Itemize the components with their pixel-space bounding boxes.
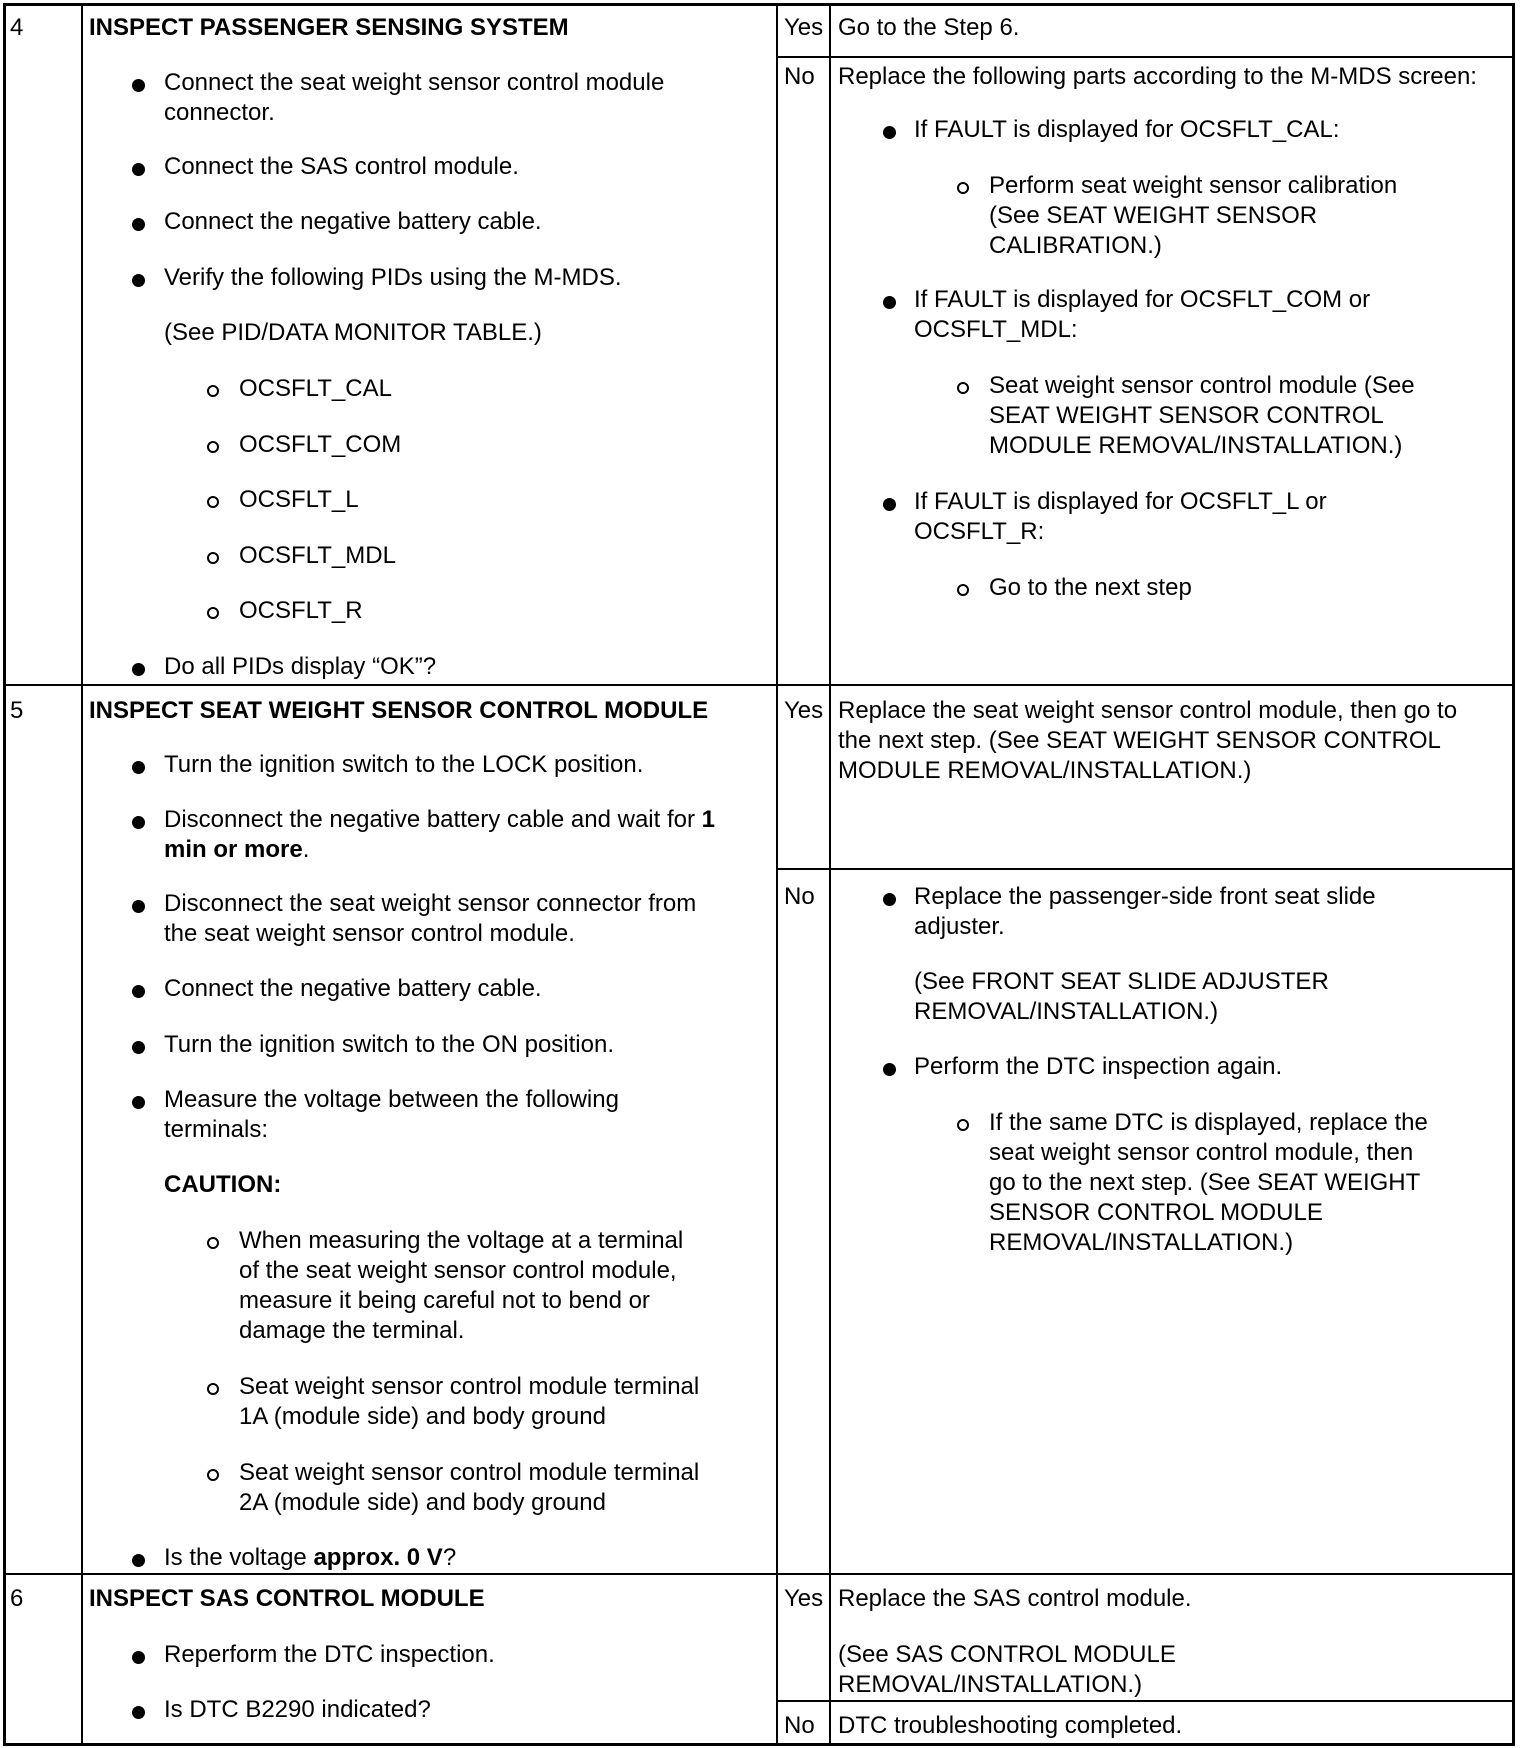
sub-bullet-icon <box>207 552 219 564</box>
caution-text: measure it being careful not to bend or <box>239 1287 650 1314</box>
step-title: INSPECT PASSENGER SENSING SYSTEM <box>89 14 569 41</box>
step-number: 4 <box>10 14 24 41</box>
column-divider-answer <box>829 3 831 1746</box>
bullet-icon <box>883 893 896 906</box>
instruction-text: Connect the negative battery cable. <box>164 208 542 235</box>
yes-action: MODULE REMOVAL/INSTALLATION.) <box>838 757 1252 784</box>
yes-action: (See SAS CONTROL MODULE <box>838 1641 1176 1668</box>
table-border-right <box>1512 3 1515 1746</box>
divider-step4-yes-no <box>776 56 1515 58</box>
instruction-text: Turn the ignition switch to the ON position. <box>164 1031 614 1058</box>
no-action: (See FRONT SEAT SLIDE ADJUSTER <box>914 968 1329 995</box>
fault-action: Seat weight sensor control module (See <box>989 372 1415 399</box>
bullet-icon <box>883 296 896 309</box>
pid-item: OCSFLT_MDL <box>239 542 396 569</box>
terminal-text: Seat weight sensor control module terminal <box>239 1459 700 1486</box>
fault-condition: OCSFLT_R: <box>914 518 1045 545</box>
sub-bullet-icon <box>207 607 219 619</box>
no-action: Perform the DTC inspection again. <box>914 1053 1283 1080</box>
bullet-icon <box>132 1096 145 1109</box>
question-part: Is the voltage <box>164 1544 307 1571</box>
instruction-part: . <box>302 836 310 863</box>
no-action: DTC troubleshooting completed. <box>838 1712 1183 1739</box>
instruction-text: Disconnect the seat weight sensor connector from <box>164 890 697 917</box>
fault-action: Perform seat weight sensor calibration <box>989 172 1398 199</box>
divider-step5-yes-no <box>776 868 1515 870</box>
no-action: go to the next step. (See SEAT WEIGHT <box>989 1169 1421 1196</box>
sub-bullet-icon <box>207 441 219 453</box>
sub-bullet-icon <box>957 584 969 596</box>
no-intro: Replace the following parts according to the M-MDS screen: <box>838 63 1477 90</box>
caution-text: damage the terminal. <box>239 1317 465 1344</box>
instruction-text: terminals: <box>164 1116 269 1143</box>
reference-note: (See PID/DATA MONITOR TABLE.) <box>164 319 542 346</box>
yes-action: the next step. (See SEAT WEIGHT SENSOR CONTROL <box>838 727 1441 754</box>
yes-action: Replace the seat weight sensor control module, then go to <box>838 697 1458 724</box>
bullet-icon <box>132 985 145 998</box>
sub-bullet-icon <box>957 1119 969 1131</box>
terminal-text: 1A (module side) and body ground <box>239 1403 606 1430</box>
bullet-icon <box>132 1706 145 1719</box>
question-emphasis: approx. 0 V <box>313 1544 443 1571</box>
instruction-text: Measure the voltage between the following <box>164 1086 619 1113</box>
fault-condition: If FAULT is displayed for OCSFLT_L or <box>914 488 1327 515</box>
yes-action: Go to the Step 6. <box>838 14 1020 41</box>
yes-action: REMOVAL/INSTALLATION.) <box>838 1671 1143 1698</box>
instruction-emphasis: 1 <box>701 806 716 833</box>
terminal-text: Seat weight sensor control module terminal <box>239 1373 700 1400</box>
fault-action: MODULE REMOVAL/INSTALLATION.) <box>989 432 1403 459</box>
instruction-text: the seat weight sensor control module. <box>164 920 575 947</box>
instruction-text: Connect the seat weight sensor control module <box>164 69 665 96</box>
table-border-top <box>3 3 1515 6</box>
bullet-icon <box>132 163 145 176</box>
yes-action: Replace the SAS control module. <box>838 1585 1192 1612</box>
instruction-text: Turn the ignition switch to the LOCK position. <box>164 751 644 778</box>
caution-label: CAUTION: <box>164 1171 282 1198</box>
fault-condition: If FAULT is displayed for OCSFLT_COM or <box>914 286 1371 313</box>
instruction-part: Disconnect the negative battery cable and wait for <box>164 806 695 833</box>
fault-condition: If FAULT is displayed for OCSFLT_CAL: <box>914 116 1340 143</box>
no-action: seat weight sensor control module, then <box>989 1139 1414 1166</box>
step-title: INSPECT SEAT WEIGHT SENSOR CONTROL MODULE <box>89 697 709 724</box>
bullet-icon <box>132 1041 145 1054</box>
no-action: REMOVAL/INSTALLATION.) <box>989 1229 1294 1256</box>
bullet-icon <box>132 79 145 92</box>
yes-label: Yes <box>784 14 824 41</box>
bullet-icon <box>883 1063 896 1076</box>
sub-bullet-icon <box>957 382 969 394</box>
instruction-text <box>164 805 715 835</box>
instruction-emphasis: min or more <box>164 836 303 863</box>
bullet-icon <box>132 663 145 676</box>
no-label: No <box>784 1712 815 1739</box>
no-action: adjuster. <box>914 913 1005 940</box>
question-text: Do all PIDs display “OK”? <box>164 653 437 680</box>
pid-item: OCSFLT_L <box>239 486 359 513</box>
question-text: Is DTC B2290 indicated? <box>164 1696 431 1723</box>
fault-condition: OCSFLT_MDL: <box>914 316 1078 343</box>
no-label: No <box>784 63 815 90</box>
instruction-text: Reperform the DTC inspection. <box>164 1641 495 1668</box>
yes-label: Yes <box>784 1585 824 1612</box>
table-border-left <box>3 3 6 1746</box>
instruction-text: Connect the negative battery cable. <box>164 975 542 1002</box>
sub-bullet-icon <box>207 385 219 397</box>
no-action: If the same DTC is displayed, replace the <box>989 1109 1428 1136</box>
column-divider-step <box>81 3 83 1746</box>
question-text <box>164 1543 456 1573</box>
no-action: REMOVAL/INSTALLATION.) <box>914 998 1219 1025</box>
no-label: No <box>784 883 815 910</box>
bullet-icon <box>132 1554 145 1567</box>
instruction-text <box>164 835 309 865</box>
sub-bullet-icon <box>207 496 219 508</box>
table-border-bottom <box>3 1743 1515 1746</box>
instruction-text: Verify the following PIDs using the M-MDS. <box>164 264 622 291</box>
bullet-icon <box>883 126 896 139</box>
row-divider-step5 <box>3 684 1515 686</box>
fault-action: CALIBRATION.) <box>989 232 1162 259</box>
pid-item: OCSFLT_COM <box>239 431 402 458</box>
pid-item: OCSFLT_R <box>239 597 363 624</box>
question-part: ? <box>442 1544 457 1571</box>
instruction-text: connector. <box>164 99 275 126</box>
bullet-icon <box>132 1651 145 1664</box>
fault-action: (See SEAT WEIGHT SENSOR <box>989 202 1318 229</box>
sub-bullet-icon <box>957 182 969 194</box>
caution-text: When measuring the voltage at a terminal <box>239 1227 684 1254</box>
step-number: 5 <box>10 697 24 724</box>
caution-text: of the seat weight sensor control module, <box>239 1257 677 1284</box>
step-number: 6 <box>10 1585 24 1612</box>
fault-action: SEAT WEIGHT SENSOR CONTROL <box>989 402 1384 429</box>
bullet-icon <box>132 761 145 774</box>
divider-step6-yes-no <box>776 1700 1515 1702</box>
column-divider-procedure <box>776 3 778 1746</box>
instruction-text: Connect the SAS control module. <box>164 153 519 180</box>
terminal-text: 2A (module side) and body ground <box>239 1489 606 1516</box>
yes-label: Yes <box>784 697 824 724</box>
bullet-icon <box>132 274 145 287</box>
no-action: Replace the passenger-side front seat slide <box>914 883 1376 910</box>
bullet-icon <box>132 900 145 913</box>
fault-action: Go to the next step <box>989 574 1192 601</box>
bullet-icon <box>132 218 145 231</box>
step-title: INSPECT SAS CONTROL MODULE <box>89 1585 485 1612</box>
bullet-icon <box>883 498 896 511</box>
no-action: SENSOR CONTROL MODULE <box>989 1199 1323 1226</box>
pid-item: OCSFLT_CAL <box>239 375 392 402</box>
sub-bullet-icon <box>207 1237 219 1249</box>
bullet-icon <box>132 816 145 829</box>
row-divider-step6 <box>3 1573 1515 1575</box>
sub-bullet-icon <box>207 1383 219 1395</box>
sub-bullet-icon <box>207 1469 219 1481</box>
